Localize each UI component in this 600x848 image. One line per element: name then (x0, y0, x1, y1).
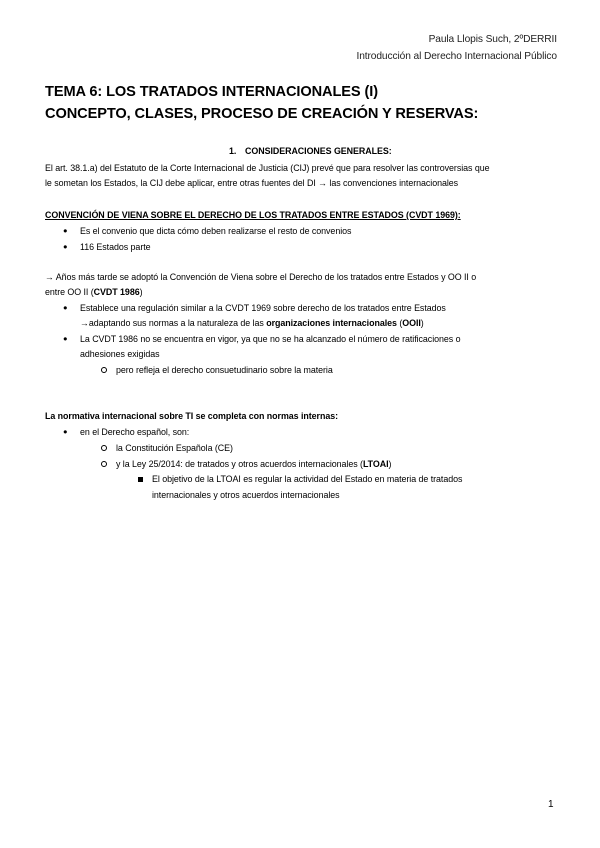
list-item-line2: adhesiones exigidas (80, 349, 160, 359)
sub-list-item: la Constitución Española (CE) (116, 443, 233, 453)
circle-bullet-icon (101, 367, 107, 373)
header-subject: Introducción al Derecho Internacional Público (356, 51, 557, 62)
page-title-line1: TEMA 6: LOS TRATADOS INTERNACIONALES (I) (45, 84, 378, 100)
page-number: 1 (548, 799, 554, 810)
section-heading: CONSIDERACIONES GENERALES: (245, 146, 392, 156)
list-item-line2: →adaptando sus normas a la naturaleza de las organizaciones internacionales (OOII) (80, 318, 424, 328)
sub-sub-list-item-line1: El objetivo de la LTOAI es regular la actividad del Estado en materia de tratados (152, 474, 463, 484)
circle-bullet-icon (101, 445, 107, 451)
normativa-heading: La normativa internacional sobre TI se completa con normas internas: (45, 411, 339, 421)
circle-bullet-icon (101, 461, 107, 467)
bullet-icon: ● (63, 427, 68, 436)
sub-list-item: pero refleja el derecho consuetudinario sobre la materia (116, 365, 333, 375)
bullet-icon: ● (63, 334, 68, 343)
sub-sub-list-item-line2: internacionales y otros acuerdos internacionales (152, 490, 340, 500)
cvdt1986-intro-line2: entre OO II (CVDT 1986) (45, 287, 143, 297)
page-title-line2: CONCEPTO, CLASES, PROCESO DE CREACIÓN Y RESERVAS: (45, 106, 479, 122)
cvdt1986-intro-line1: → Años más tarde se adoptó la Convención de Viena sobre el Derecho de los tratados entre Estados y OO II o (45, 272, 477, 282)
list-item: Es el convenio que dicta cómo deben realizarse el resto de convenios (80, 226, 352, 236)
sub-list-item: y la Ley 25/2014: de tratados y otros acuerdos internacionales (LTOAI) (116, 459, 392, 469)
list-item-line1: La CVDT 1986 no se encuentra en vigor, ya que no se ha alcanzado el número de ratificaciones o (80, 334, 461, 344)
bullet-icon: ● (63, 226, 68, 235)
header-author: Paula Llopis Such, 2ºDERRII (428, 34, 557, 45)
section-paragraph-line1: El art. 38.1.a) del Estatuto de la Corte Internacional de Justicia (CIJ) prevé que para resolver las controversias que (45, 163, 490, 173)
list-item: en el Derecho español, son: (80, 427, 190, 437)
list-item-line1: Establece una regulación similar a la CVDT 1969 sobre derecho de los tratados entre Estados (80, 303, 446, 313)
section-paragraph-line2: le sometan los Estados, la CIJ debe aplicar, entre otras fuentes del DI → las convenciones internacionales (45, 178, 459, 188)
bullet-icon: ● (63, 242, 68, 251)
section-number: 1. (229, 146, 237, 156)
bullet-icon: ● (63, 303, 68, 312)
list-item: 116 Estados parte (80, 242, 151, 252)
cvdt1969-heading: CONVENCIÓN DE VIENA SOBRE EL DERECHO DE LOS TRATADOS ENTRE ESTADOS (CVDT 1969): (45, 210, 461, 220)
square-bullet-icon (138, 477, 143, 482)
